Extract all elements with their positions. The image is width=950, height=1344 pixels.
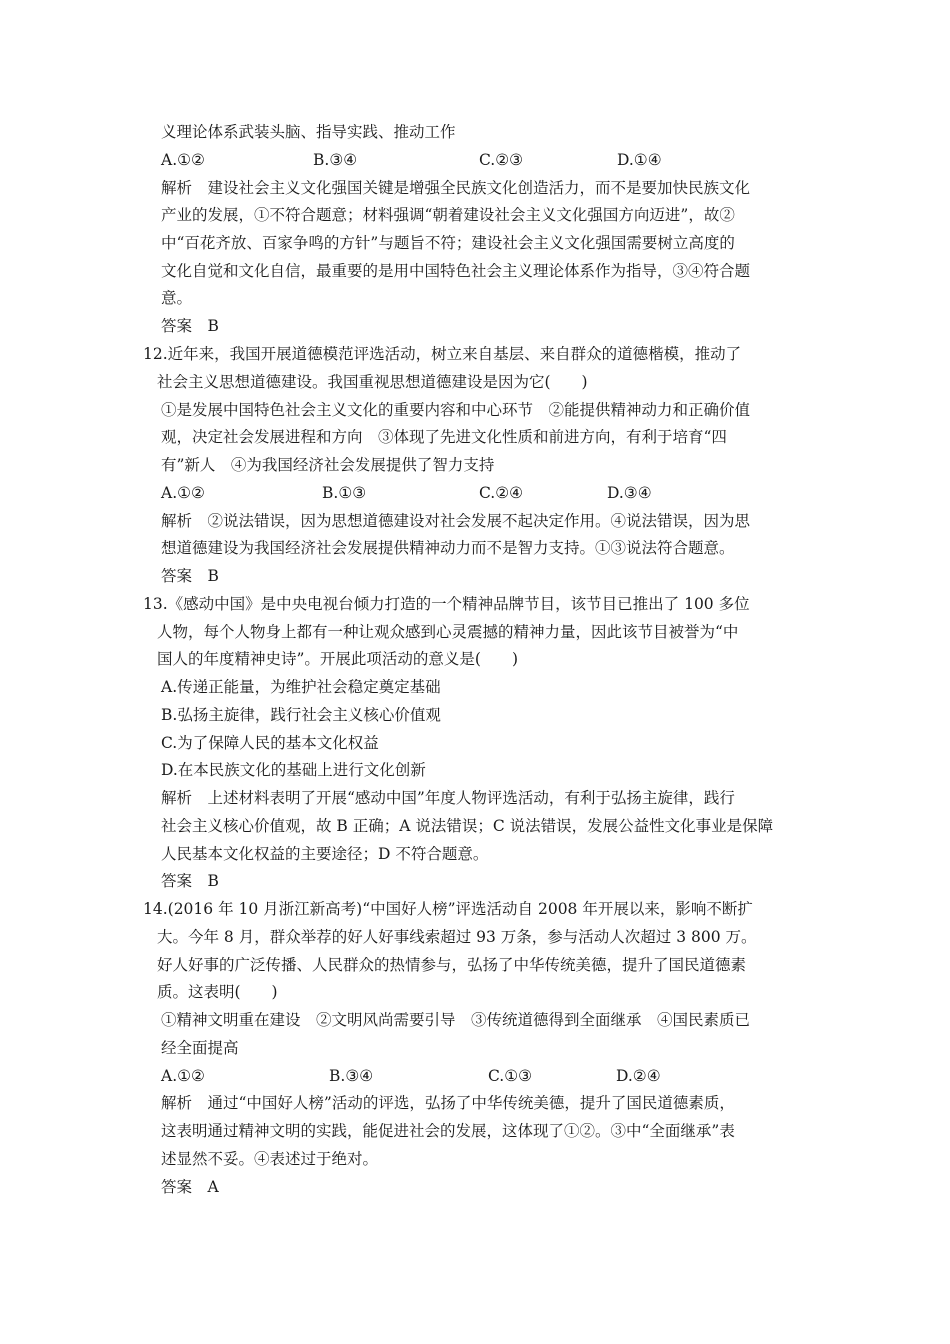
q13-stem-line: 13.《感动中国》是中央电视台倾力打造的一个精神品牌节目，该节目已推出了 100 多位 [143,595,750,613]
q13-analysis-line: 社会主义核心价值观，故 B 正确；A 说法错误；C 说法错误，发展公益性文化事业是保障 [161,817,774,835]
q12-analysis-line: 想道德建设为我国经济社会发展提供精神动力而不是智力支持。①③说法符合题意。 [161,539,735,557]
q12-option-a: A.①② [161,484,205,502]
q11-analysis-line: 解析 建设社会主义文化强国关键是增强全民族文化创造活力，而不是要加快民族文化 [161,179,751,197]
q11-option-b: B.③④ [313,151,358,169]
q12-item-line: 观，决定社会发展进程和方向 ③体现了先进文化性质和前进方向，有利于培育“四 [161,428,727,446]
q14-item-line: ①精神文明重在建设 ②文明风尚需要引导 ③传统道德得到全面继承 ④国民素质已 [161,1011,751,1029]
q11-analysis-line: 产业的发展，①不符合题意；材料强调“朝着建设社会主义文化强国方向迈进”，故② [161,206,735,224]
q12-item-line: 有”新人 ④为我国经济社会发展提供了智力支持 [161,456,495,474]
q12-item-line: ①是发展中国特色社会主义文化的重要内容和中心环节 ②能提供精神动力和正确价值 [161,401,751,419]
q13-option-b: B.弘扬主旋律，践行社会主义核心价值观 [161,706,441,724]
q14-option-d: D.②④ [616,1067,661,1085]
q11-option-a: A.①② [161,151,205,169]
q14-stem-line: 质。这表明( ) [157,983,278,1001]
q11-answer: 答案 B [161,317,219,335]
q11-option-c: C.②③ [479,151,524,169]
q12-stem-line: 12.近年来，我国开展道德模范评选活动，树立来自基层、来自群众的道德楷模，推动了 [143,345,742,363]
q13-analysis-line: 人民基本文化权益的主要途径；D 不符合题意。 [161,845,489,863]
q14-stem-line: 好人好事的广泛传播、人民群众的热情参与，弘扬了中华传统美德，提升了国民道德素 [157,956,747,974]
q13-option-d: D.在本民族文化的基础上进行文化创新 [161,761,426,779]
q14-answer: 答案 A [161,1178,219,1196]
q14-option-a: A.①② [161,1067,205,1085]
q13-stem-line: 国人的年度精神史诗”。开展此项活动的意义是( ) [157,650,519,668]
q14-option-c: C.①③ [488,1067,533,1085]
q12-option-d: D.③④ [607,484,652,502]
q14-option-b: B.③④ [329,1067,374,1085]
q11-analysis-line: 意。 [161,289,193,307]
q13-option-c: C.为了保障人民的基本文化权益 [161,734,379,752]
q14-stem-line: 大。今年 8 月，群众举荐的好人好事线索超过 93 万条，参与活动人次超过 3 800 万。 [157,928,757,946]
q13-answer: 答案 B [161,872,219,890]
q14-item-line: 经全面提高 [161,1039,239,1057]
q13-option-a: A.传递正能量，为维护社会稳定奠定基础 [161,678,441,696]
q14-analysis-line: 解析 通过“中国好人榜”活动的评选，弘扬了中华传统美德，提升了国民道德素质， [161,1094,735,1112]
q14-analysis-line: 述显然不妥。④表述过于绝对。 [161,1150,379,1168]
q14-stem-line: 14.(2016 年 10 月浙江新高考)“中国好人榜”评选活动自 2008 年开展以来，影响不断扩 [143,900,753,918]
q11-option-d: D.①④ [617,151,662,169]
q14-analysis-line: 这表明通过精神文明的实践，能促进社会的发展，这体现了①②。③中“全面继承”表 [161,1122,735,1140]
q11-analysis-line: 中“百花齐放、百家争鸣的方针”与题旨不符；建设社会主义文化强国需要树立高度的 [161,234,735,252]
q12-answer: 答案 B [161,567,219,585]
q12-option-b: B.①③ [322,484,367,502]
q11-analysis-line: 文化自觉和文化自信，最重要的是用中国特色社会主义理论体系作为指导，③④符合题 [161,262,751,280]
q12-analysis-line: 解析 ②说法错误，因为思想道德建设对社会发展不起决定作用。④说法错误，因为思 [161,512,751,530]
q12-option-c: C.②④ [479,484,524,502]
q13-analysis-line: 解析 上述材料表明了开展“感动中国”年度人物评选活动，有利于弘扬主旋律，践行 [161,789,735,807]
q12-stem-line: 社会主义思想道德建设。我国重视思想道德建设是因为它( ) [157,373,588,391]
q13-stem-line: 人物，每个人物身上都有一种让观众感到心灵震撼的精神力量，因此该节目被誉为“中 [157,623,739,641]
q11-stem-tail: 义理论体系武装头脑、指导实践、推动工作 [161,123,456,141]
